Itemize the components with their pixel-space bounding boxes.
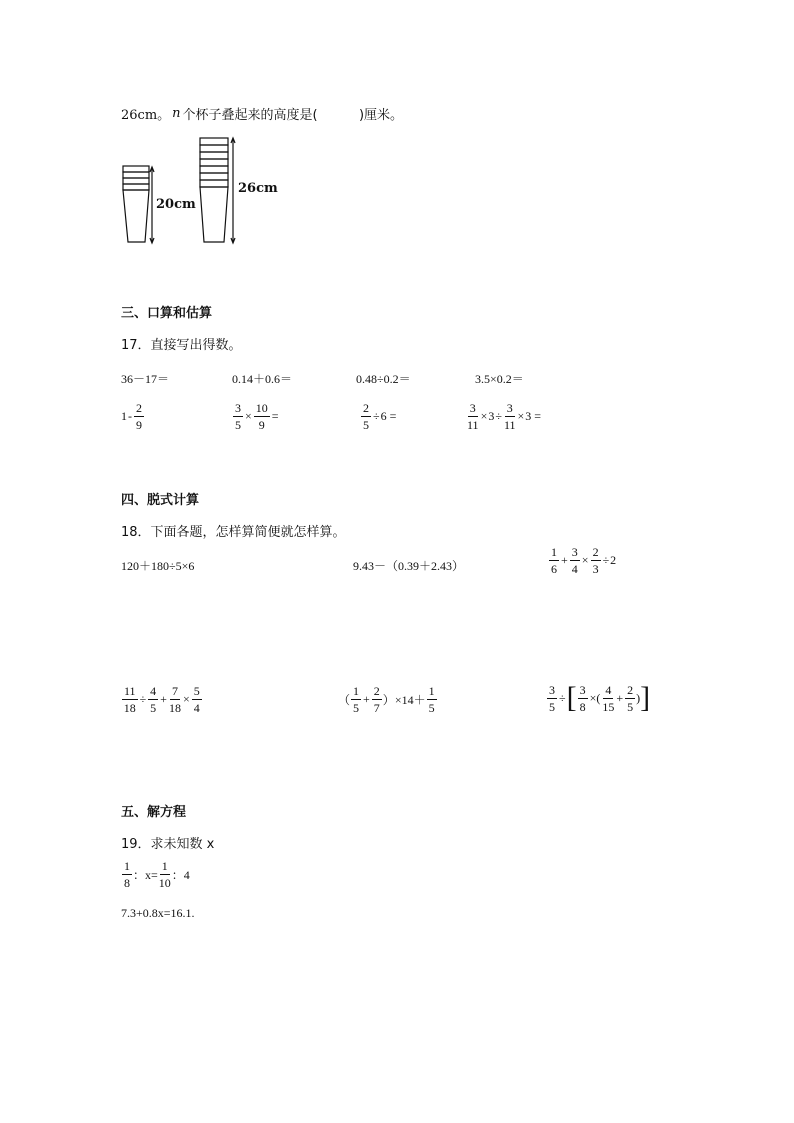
variable-n: n [172,106,181,121]
fraction: $\frac{10}{9}$ [255,401,268,432]
fraction: $\frac{2}{9}$ [136,401,142,432]
right-cup-body [200,187,228,242]
intro-text: 个杯子叠起来的高度是( [182,108,318,123]
question-17: 17．直接写出得数。 [121,338,242,353]
intro-suffix: )厘米。 [358,108,404,123]
fraction: $\frac{3}{8}$ [579,682,586,714]
fraction: $\frac{5}{4}$ [193,684,200,715]
question-19: 19．求未知数 x [121,837,215,852]
fraction: $\frac{2}{5}$ [627,682,634,714]
fraction: $\frac{11}{18}$ [123,684,136,715]
problem-6: $\frac{3}{5}$ ÷ [ $\frac{3}{8}$ ×( $\frac{4}{15}$ + $\frac{2}{5}$ ) ] [549,681,651,714]
problem-1: 120＋180÷5×6 [121,559,195,573]
calc-1: 36－17＝ [121,372,170,386]
fraction: $\frac{3}{11}$ [467,401,479,432]
calc-6: $\frac{3}{5}$ × $\frac{10}{9}$ = [235,401,279,432]
fraction: $\frac{1}{5}$ [353,684,360,715]
problem-4: $\frac{11}{18}$ ÷ $\frac{4}{5}$ + $\frac{7}{18}$ × $\frac{5}{4}$ [123,684,200,715]
intro-prefix: 26cm。 [121,108,171,123]
fraction: $\frac{2}{5}$ [363,401,369,432]
calc-8: $\frac{3}{11}$ × 3 ÷ $\frac{3}{11}$ × 3 = [467,401,542,432]
left-cup-rim [123,178,149,184]
fraction: $\frac{1}{10}$ [158,859,171,890]
left-bracket: [ [566,681,577,714]
fraction: $\frac{3}{4}$ [571,545,578,576]
section-3-title: 三、口算和估算 [121,306,213,321]
question-18: 18．下面各题，怎样算简便就怎样算。 [121,525,346,540]
section-4-title: 四、脱式计算 [121,493,200,508]
fraction: $\frac{2}{3}$ [592,545,599,576]
section-5-title: 五、解方程 [121,805,187,820]
left-cup-rim [123,172,149,178]
label-26cm: 26cm [238,181,278,196]
fraction: $\frac{1}{5}$ [428,684,435,715]
calc-5: 1 - $\frac{2}{9}$ [121,401,142,432]
fraction: $\frac{4}{15}$ [602,682,615,714]
calc-4: 3.5×0.2＝ [475,372,524,386]
fraction: $\frac{1}{8}$ [124,859,130,890]
problem-3: $\frac{1}{6}$ + $\frac{3}{4}$ × $\frac{2}{3}$ ÷ 2 [551,545,617,576]
problem-5: （ $\frac{1}{5}$ + $\frac{2}{7}$ ） ×14＋ $\frac{1}{5}$ [338,684,435,715]
answer-blank[interactable] [318,106,359,121]
problem-2: 9.43－（0.39＋2.43） [353,559,465,573]
label-20cm: 20cm [156,197,196,212]
left-cup-rim [123,184,149,190]
calc-2: 0.14＋0.6＝ [232,372,293,386]
fraction: $\frac{3}{11}$ [503,401,516,432]
fraction: $\frac{1}{6}$ [551,545,557,576]
fraction: $\frac{3}{5}$ [235,401,241,432]
calc-7: $\frac{2}{5}$ ÷ 6 = [363,401,397,432]
calc-3: 0.48÷0.2＝ [356,372,411,386]
left-cup-body [123,190,149,242]
equation-2: 7.3+0.8x=16.1. [121,906,195,920]
equation-1: $\frac{1}{8}$ ：x= $\frac{1}{10}$ ：4 [124,859,190,890]
left-cup-rim [123,166,149,172]
fraction: $\frac{2}{7}$ [373,684,380,715]
intro-line [121,104,403,123]
fraction: $\frac{3}{5}$ [549,682,555,714]
fraction: $\frac{7}{18}$ [168,684,181,715]
right-bracket: ] [640,681,651,714]
fraction: $\frac{4}{5}$ [150,684,157,715]
